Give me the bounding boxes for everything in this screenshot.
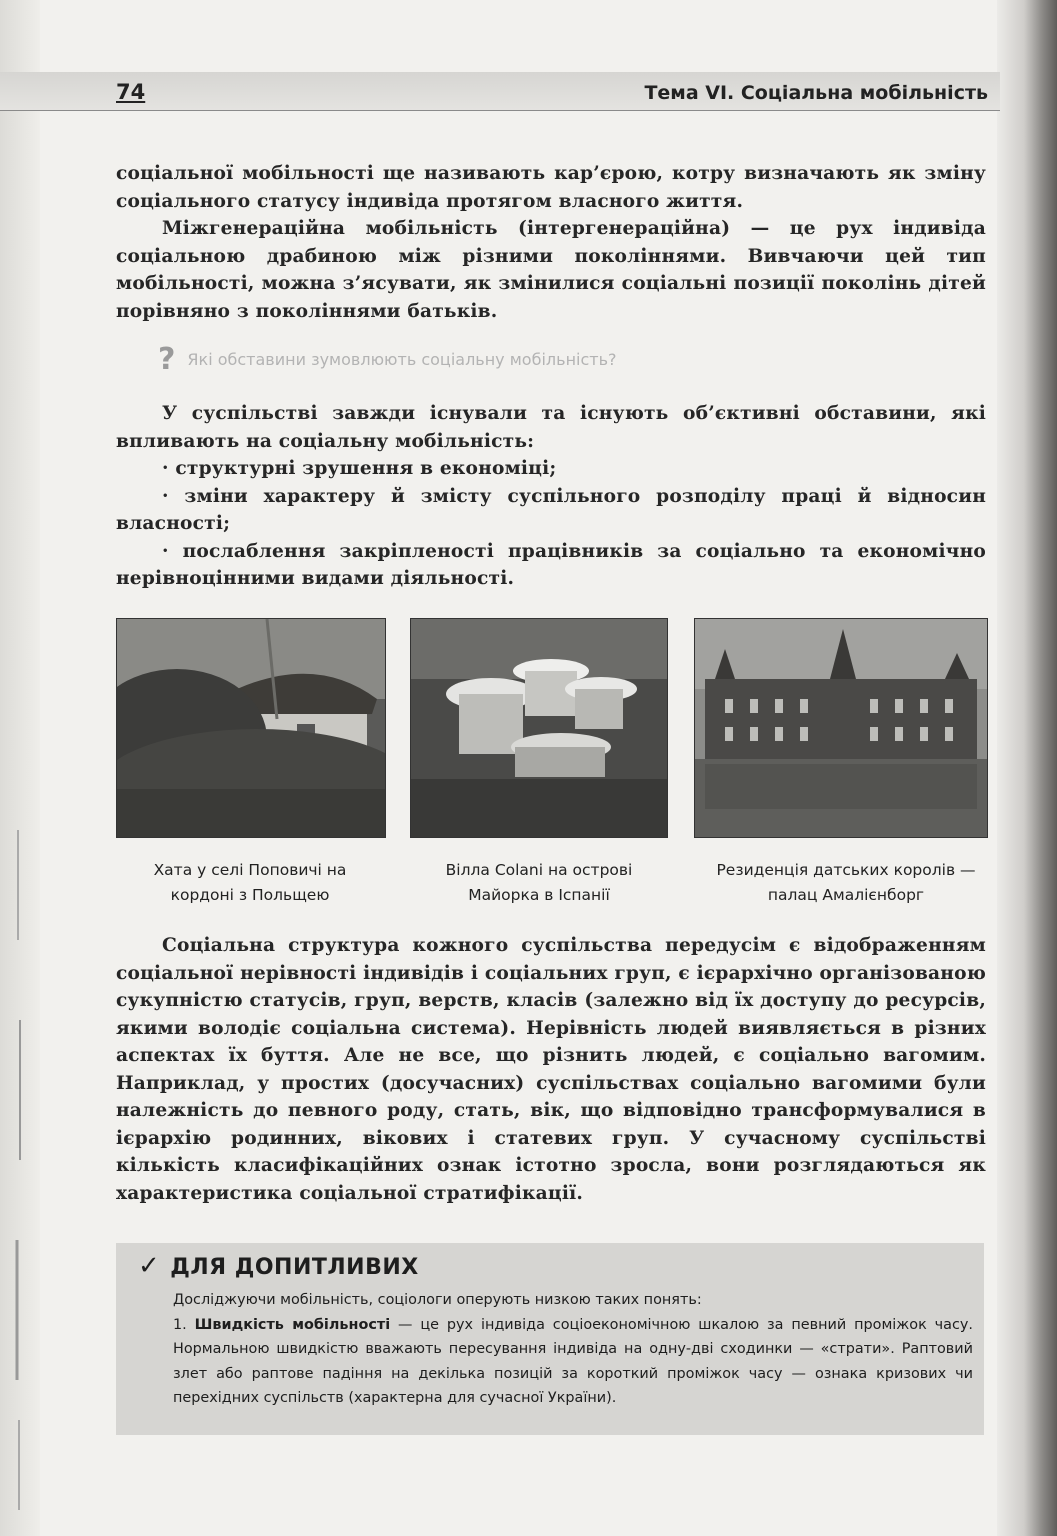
page-number: 74 xyxy=(116,80,146,104)
caption-line: палац Амалієнборг xyxy=(767,886,925,904)
question-prompt xyxy=(158,342,617,377)
question-mark-icon: ? xyxy=(158,342,176,377)
caption-line: Майорка в Іспанії xyxy=(468,886,610,904)
photo-danish-palace xyxy=(694,618,988,838)
page-header xyxy=(0,72,1000,111)
photo-village-house xyxy=(116,618,386,838)
caption-line: кордоні з Польщею xyxy=(170,886,330,904)
running-head: Тема VI. Соціальна мобільність xyxy=(644,82,988,104)
caption-line: Резиденція датських королів — xyxy=(716,861,976,879)
list-item: · зміни характеру й змісту суспільного розподілу праці й відносин власності; xyxy=(116,485,986,534)
photo-colani-villa xyxy=(410,618,668,838)
caption-colani-villa xyxy=(394,858,684,908)
list-item: · структурні зрушення в економіці; xyxy=(162,458,557,479)
page-edge-shadow xyxy=(997,0,1057,1536)
checkmark-icon: ✓ xyxy=(138,1251,161,1281)
factors-text xyxy=(116,400,986,593)
photo-row xyxy=(116,618,988,838)
term: Швидкість мобільності xyxy=(194,1316,391,1333)
for-curious-box xyxy=(116,1243,984,1435)
box-text xyxy=(173,1288,973,1411)
list-item: · послаблення закріпленості працівників за соціально та економічно нерівноцінними видами діяльності. xyxy=(116,540,986,589)
definition: — це рух індивіда соціоекономічною шкалою за певний проміжок часу. Нормальною швидкістю вважають пересування індивіда на одну-дві сходинки — «страти». Раптовий злет або раптове падіння на декілька позицій за короткий проміжок часу — ознака кризових чи перехідних суспільств (характерна для сучасної України). xyxy=(173,1316,973,1406)
structure-text xyxy=(116,932,986,1207)
margin-scan-marks xyxy=(8,820,28,1520)
paragraph: соціальної мобільності ще називають кар’єрою, котру визначають як зміну соціального статусу індивіда протягом власного життя. xyxy=(116,163,986,212)
intro-text xyxy=(116,160,986,325)
paragraph: Соціальна структура кожного суспільства передусім є відображенням соціальної нерівності індивідів і соціальних груп, є ієрархічно організованою сукупністю статусів, груп, верств, класів (залежно від їх доступу до ресурсів, якими володіє соціальна система). Нерівність людей виявляється в різних аспектах їх буття. Але не все, що різнить людей, є соціально вагомим. Наприклад, у простих (досучасних) суспільствах соціально вагомими були належність до певного роду, стать, вік, що відповідно трансформувалися в ієрархію родинних, вікових і статевих груп. У сучасному суспільстві кількість класифікаційних ознак істотно зросла, вони розглядаються як характеристика соціальної стратифікації. xyxy=(116,935,986,1204)
caption-danish-palace xyxy=(696,858,996,908)
question-text: Які обставини зумовлюють соціальну мобільність? xyxy=(187,350,617,369)
box-title xyxy=(138,1251,419,1281)
paragraph: Міжгенераційна мобільність (інтергенераційна) — це рух індивіда соціальною драбиною між різними поколіннями. Вивчаючи цей тип мобільності, можна з’ясувати, як змінилися соціальні позиції поколінь дітей порівняно з поколіннями батьків. xyxy=(116,218,986,322)
item-number: 1. xyxy=(173,1316,187,1333)
box-intro: Досліджуючи мобільність, соціологи оперують низкою таких понять: xyxy=(173,1292,702,1308)
caption-line: Хата у селі Поповичі на xyxy=(153,861,347,879)
caption-village-house xyxy=(105,858,395,908)
paragraph: У суспільстві завжди існували та існують об’єктивні обставини, які впливають на соціальну мобільність: xyxy=(116,403,986,452)
caption-line: Вілла Colani на острові xyxy=(445,861,633,879)
box-title-text: ДЛЯ ДОПИТЛИВИХ xyxy=(170,1255,419,1280)
box-item xyxy=(173,1313,973,1411)
